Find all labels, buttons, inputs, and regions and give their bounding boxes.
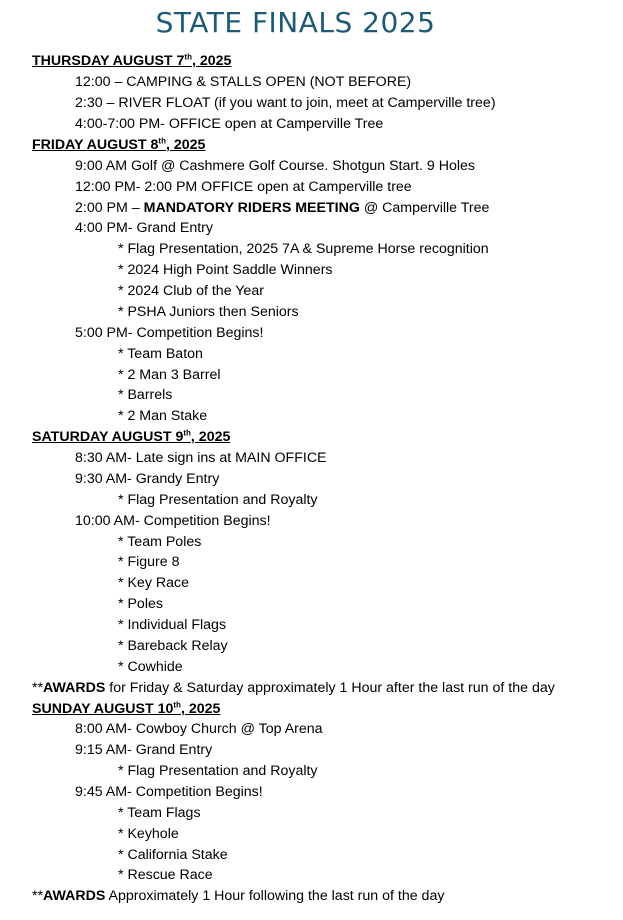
schedule-item: 10:00 AM- Competition Begins! xyxy=(75,513,271,529)
schedule-item: 8:00 AM- Cowboy Church @ Top Arena xyxy=(75,721,323,737)
day-heading-text: SUNDAY AUGUST 10 xyxy=(32,701,174,717)
sub-item: * 2024 Club of the Year xyxy=(118,283,264,299)
day-heading-year: , 2025 xyxy=(180,701,221,717)
event-item: * Key Race xyxy=(118,575,189,591)
awards-marker: ** xyxy=(32,680,44,696)
event-item: * Barrels xyxy=(118,387,173,403)
day-heading-year: , 2025 xyxy=(191,53,232,69)
schedule-item: 9:00 AM Golf @ Cashmere Golf Course. Shotgun Start. 9 Holes xyxy=(75,158,476,174)
awards-label: AWARDS xyxy=(43,680,106,696)
sub-item: * Flag Presentation and Royalty xyxy=(118,763,318,779)
awards-text: Approximately 1 Hour following the last run of the day xyxy=(105,888,445,904)
awards-marker: ** xyxy=(32,888,44,904)
day-heading-year: , 2025 xyxy=(190,429,231,445)
day-heading-year: , 2025 xyxy=(165,137,206,153)
event-item: * 2 Man 3 Barrel xyxy=(118,367,221,383)
event-item: * Bareback Relay xyxy=(118,638,228,654)
event-item: * Individual Flags xyxy=(118,617,227,633)
day-heading-text: SATURDAY AUGUST 9 xyxy=(32,429,184,445)
awards-text: for Friday & Saturday approximately 1 Hour after the last run of the day xyxy=(105,680,555,696)
event-item: * Poles xyxy=(118,596,163,612)
sub-item: * PSHA Juniors then Seniors xyxy=(118,304,299,320)
event-item: * California Stake xyxy=(118,847,228,863)
schedule-item: 4:00 PM- Grand Entry xyxy=(75,220,213,236)
ordinal-suffix: th xyxy=(173,700,181,710)
meeting-label: MANDATORY RIDERS MEETING xyxy=(143,200,360,216)
event-item: * Team Flags xyxy=(118,805,201,821)
meeting-time: 2:00 PM – xyxy=(75,200,144,216)
schedule-item-riders-meeting xyxy=(75,198,489,218)
day-heading-text: FRIDAY AUGUST 8 xyxy=(32,137,159,153)
day-heading-saturday xyxy=(32,427,230,447)
event-item: * Keyhole xyxy=(118,826,179,842)
schedule-item: 9:45 AM- Competition Begins! xyxy=(75,784,263,800)
ordinal-suffix: th xyxy=(184,52,192,62)
schedule-item: 5:00 PM- Competition Begins! xyxy=(75,325,264,341)
schedule-item: 12:00 PM- 2:00 PM OFFICE open at Camperville tree xyxy=(75,179,412,195)
schedule-item: 12:00 – CAMPING & STALLS OPEN (NOT BEFORE) xyxy=(75,74,412,90)
sub-item: * Flag Presentation and Royalty xyxy=(118,492,318,508)
day-heading-friday xyxy=(32,135,205,155)
event-item: * 2 Man Stake xyxy=(118,408,208,424)
event-item: * Team Baton xyxy=(118,346,203,362)
event-item: * Team Poles xyxy=(118,534,202,550)
awards-label: AWARDS xyxy=(43,888,106,904)
meeting-location: @ Camperville Tree xyxy=(359,200,490,216)
sub-item: * Flag Presentation, 2025 7A & Supreme Horse recognition xyxy=(118,241,489,257)
day-heading-sunday xyxy=(32,699,220,719)
awards-note-fri-sat xyxy=(32,678,555,698)
schedule-item: 8:30 AM- Late sign ins at MAIN OFFICE xyxy=(75,450,327,466)
awards-note-sunday xyxy=(32,886,444,906)
ordinal-suffix: th xyxy=(158,136,166,146)
schedule-item: 2:30 – RIVER FLOAT (if you want to join, meet at Camperville tree) xyxy=(75,95,496,111)
sub-item: * 2024 High Point Saddle Winners xyxy=(118,262,333,278)
page-title: STATE FINALS 2025 xyxy=(155,6,436,39)
schedule-item: 9:15 AM- Grand Entry xyxy=(75,742,213,758)
day-heading-text: THURSDAY AUGUST 7 xyxy=(32,53,185,69)
day-heading-thursday xyxy=(32,51,231,71)
event-item: * Figure 8 xyxy=(118,554,180,570)
schedule-item: 9:30 AM- Grandy Entry xyxy=(75,471,220,487)
event-item: * Cowhide xyxy=(118,659,183,675)
schedule-item: 4:00-7:00 PM- OFFICE open at Camperville Tree xyxy=(75,116,384,132)
ordinal-suffix: th xyxy=(183,428,191,438)
event-item: * Rescue Race xyxy=(118,867,213,883)
